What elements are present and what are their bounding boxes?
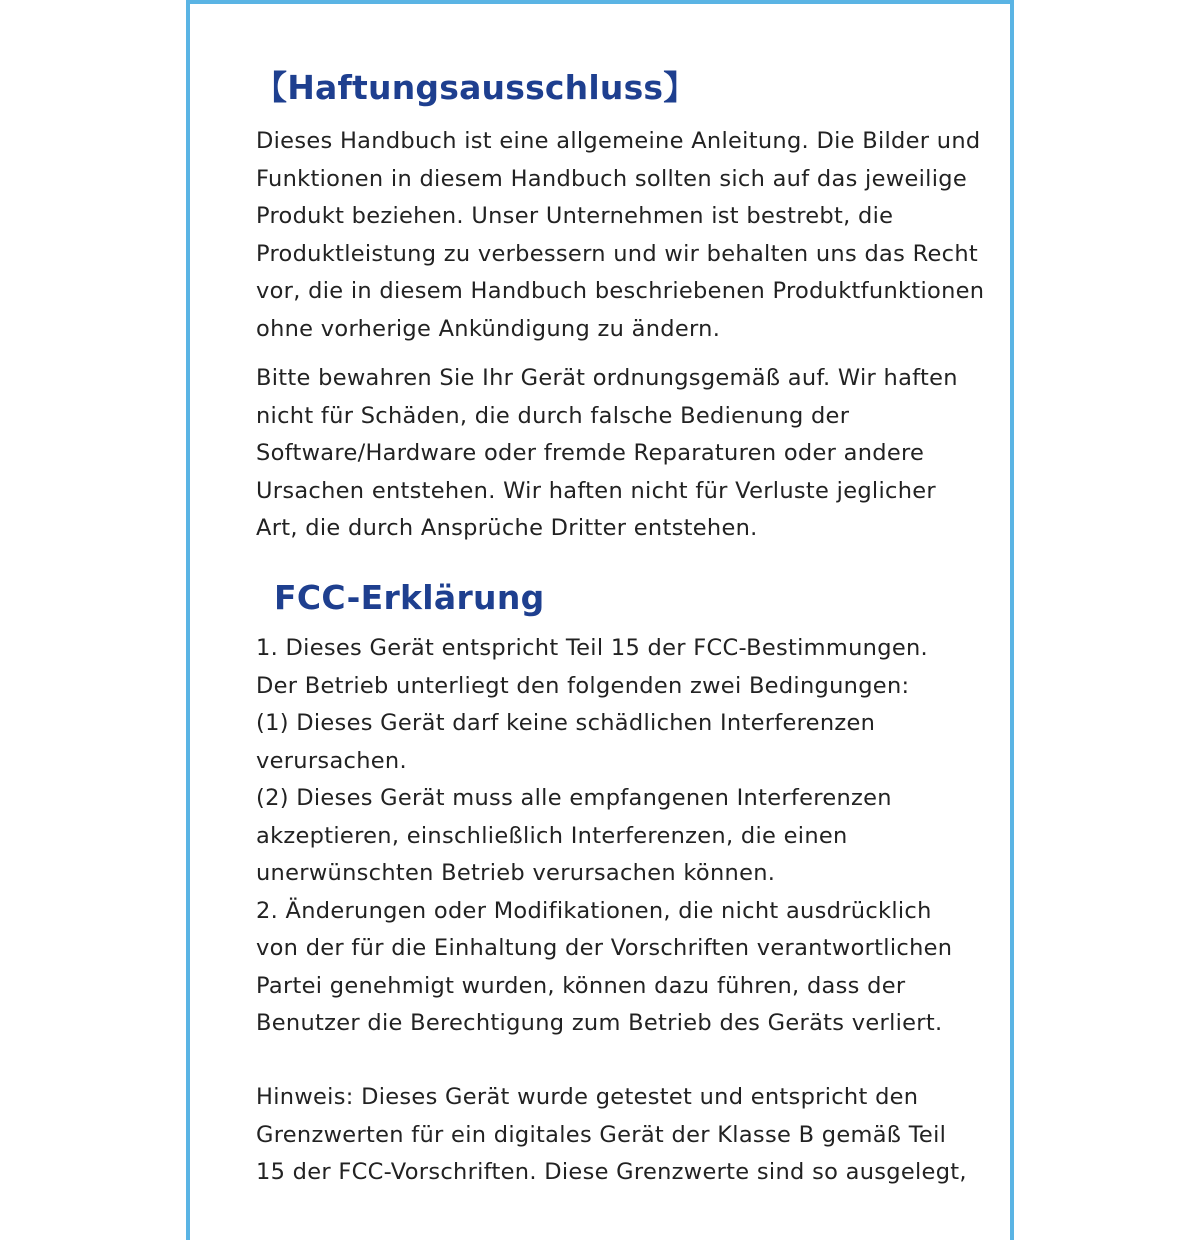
text-line: (1) Dieses Gerät darf keine schädlichen Interferenzen: [256, 710, 876, 736]
fcc-paragraph-2: [256, 1079, 967, 1192]
text-line: Art, die durch Ansprüche Dritter entstehen.: [256, 515, 758, 541]
text-line: Dieses Handbuch ist eine allgemeine Anleitung. Die Bilder und: [256, 128, 981, 154]
disclaimer-paragraph-1: [256, 123, 984, 348]
text-line: 2. Änderungen oder Modifikationen, die nicht ausdrücklich: [256, 897, 932, 924]
document-page: [186, 0, 1014, 1240]
text-line: Produkt beziehen. Unser Unternehmen ist bestrebt, die: [256, 203, 894, 229]
text-line: Hinweis: Dieses Gerät wurde getestet und entspricht den: [256, 1084, 919, 1110]
text-line: 1. Dieses Gerät entspricht Teil 15 der FCC-Bestimmungen.: [256, 635, 928, 661]
text-line: verursachen.: [256, 747, 407, 774]
text-line: Der Betrieb unterliegt den folgenden zwei Bedingungen:: [256, 672, 910, 699]
disclaimer-heading: 【Haftungsausschluss】: [254, 68, 697, 107]
text-line: Ursachen entstehen. Wir haften nicht für Verluste jeglicher: [256, 477, 936, 504]
text-line: Partei genehmigt wurden, können dazu führen, dass der: [256, 972, 906, 999]
text-line: vor, die in diesem Handbuch beschriebenen Produktfunktionen: [256, 278, 985, 304]
text-line: unerwünschten Betrieb verursachen können.: [256, 860, 776, 886]
fcc-heading: FCC-Erklärung: [274, 578, 545, 617]
text-line: ohne vorherige Ankündigung zu ändern.: [256, 315, 721, 342]
text-line: 15 der FCC-Vorschriften. Diese Grenzwerte sind so ausgelegt,: [256, 1159, 967, 1185]
text-line: Funktionen in diesem Handbuch sollten sich auf das jeweilige: [256, 165, 967, 192]
text-line: (2) Dieses Gerät muss alle empfangenen Interferenzen: [256, 785, 892, 811]
disclaimer-paragraph-2: [256, 360, 958, 548]
text-line: Grenzwerten für ein digitales Gerät der Klasse B gemäß Teil: [256, 1121, 947, 1148]
text-line: nicht für Schäden, die durch falsche Bedienung der: [256, 402, 850, 429]
text-line: von der für die Einhaltung der Vorschriften verantwortlichen: [256, 935, 953, 961]
fcc-paragraph-1: [256, 630, 952, 1043]
text-line: Bitte bewahren Sie Ihr Gerät ordnungsgemäß auf. Wir haften: [256, 365, 958, 391]
text-line: Software/Hardware oder fremde Reparaturen oder andere: [256, 440, 925, 466]
text-line: akzeptieren, einschließlich Interferenzen, die einen: [256, 822, 848, 849]
text-line: Benutzer die Berechtigung zum Betrieb des Geräts verliert.: [256, 1010, 943, 1036]
text-line: Produktleistung zu verbessern und wir behalten uns das Recht: [256, 240, 979, 267]
